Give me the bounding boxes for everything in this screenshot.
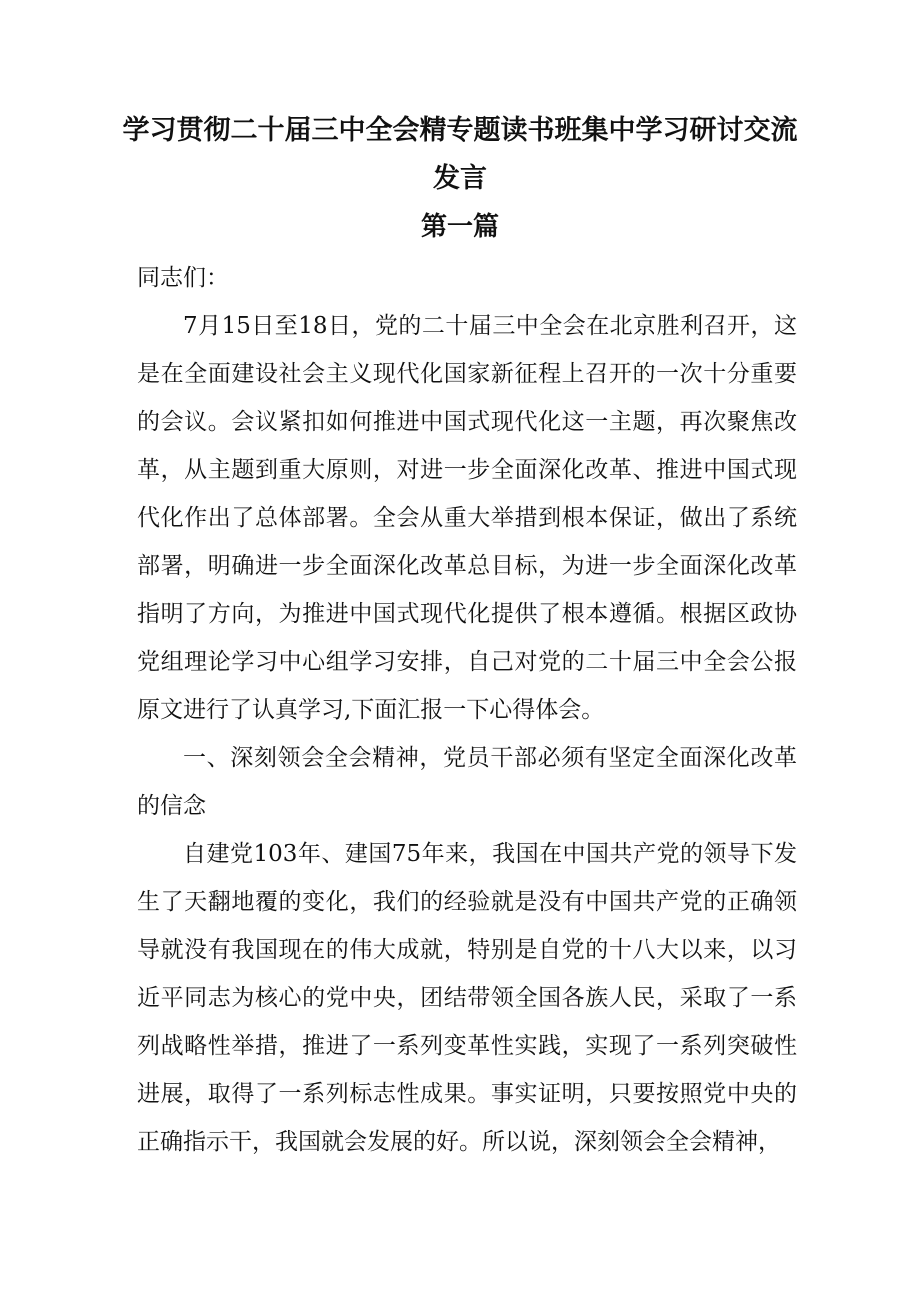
- paragraph-1: 7月15日至18日，党的二十届三中全会在北京胜利召开，这是在全面建设社会主义现代化国家新征程上召开的一次十分重要的会议。会议紧扣如何推进中国式现代化这一主题，再次聚焦改革，从主题到重大原则，对进一步全面深化改革、推进中国式现代化作出了总体部署。全会从重大举措到根本保证，做出了系统部署，明确进一步全面深化改革总目标，为进一步全面深化改革指明了方向，为推进中国式现代化提供了根本遵循。根据区政协党组理论学习中心组学习安排，自己对党的二十届三中全会公报原文进行了认真学习,下面汇报一下心得体会。: [137, 313, 797, 723]
- salutation: 同志们：: [137, 265, 229, 291]
- paragraph-2: 自建党103年、建国75年来，我国在中国共产党的领导下发生了天翻地覆的变化，我们的经验就是没有中国共产党的正确领导就没有我国现在的伟大成就，特别是自党的十八大以来，以习近平同志为核心的党中央，团结带领全国各族人民，采取了一系列战略性举措，推进了一系列变革性实践，实现了一系列突破性进展，取得了一系列标志性成果。事实证明，只要按照党中央的正确指示干，我国就会发展的好。所以说，深刻领会全会精神，: [137, 841, 797, 1155]
- document-subtitle: 第一篇: [420, 212, 499, 242]
- document-title-line2: 发言: [433, 163, 487, 194]
- section-1-heading: 一、深刻领会全会精神，党员干部必须有坚定全面深化改革的信念: [137, 745, 797, 819]
- document-title-line1: 学习贯彻二十届三中全会精专题读书班集中学习研讨交流: [122, 115, 798, 146]
